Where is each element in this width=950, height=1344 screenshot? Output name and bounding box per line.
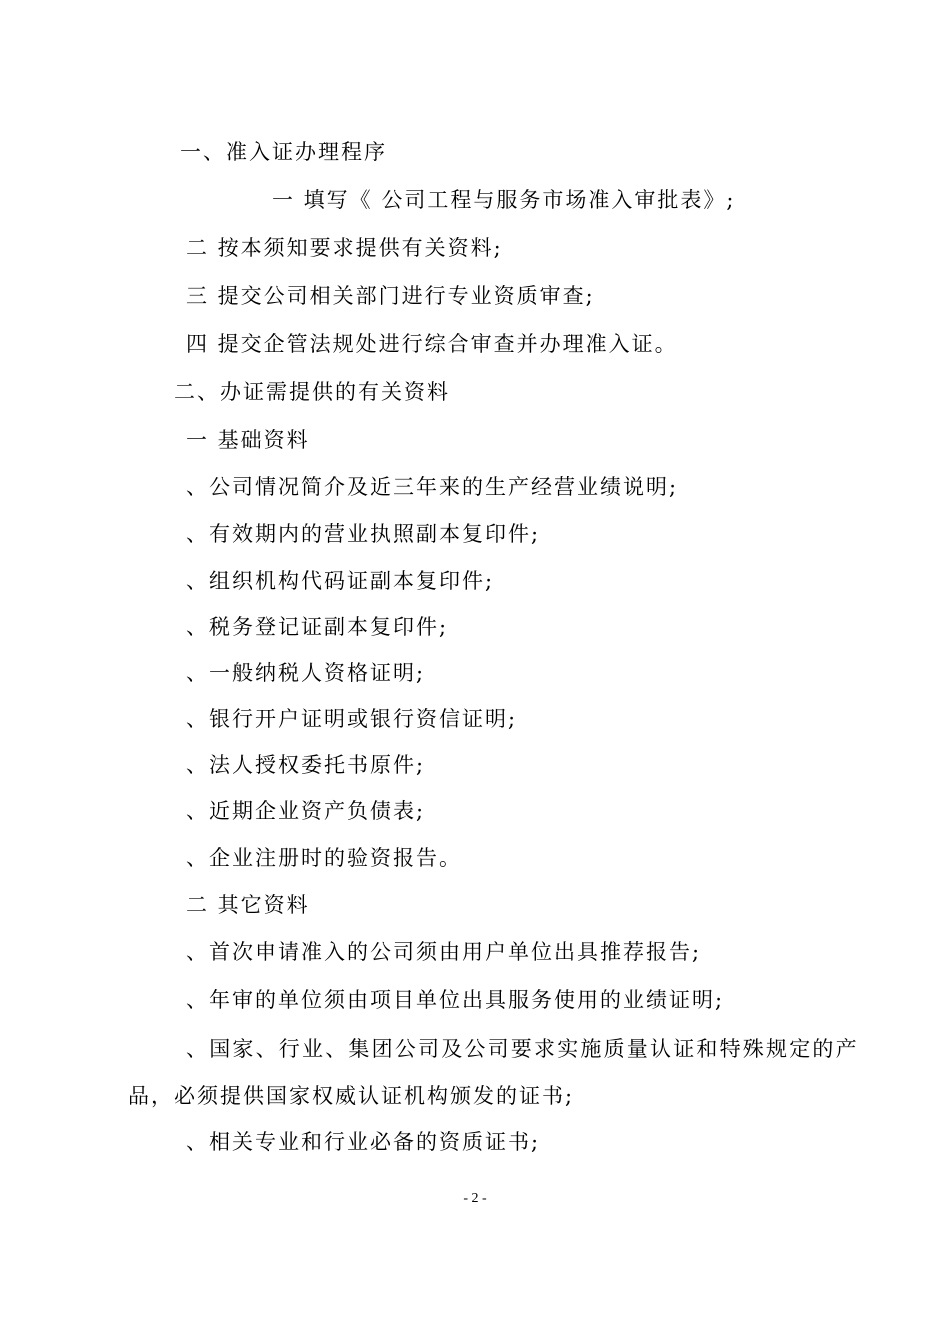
other-item-1: 、首次申请准入的公司须由用户单位出具推荐报告; [186, 940, 702, 964]
procedure-step-3: 三 提交公司相关部门进行专业资质审查; [186, 284, 595, 308]
procedure-step-2: 二 按本须知要求提供有关资料; [186, 236, 503, 260]
procedure-step-1: 一 填写《 公司工程与服务市场准入审批表》; [272, 188, 736, 212]
basic-item-4: 、税务登记证副本复印件; [186, 615, 449, 639]
other-item-2: 、年审的单位须由项目单位出具服务使用的业绩证明; [186, 988, 725, 1012]
basic-item-1: 、公司情况简介及近三年来的生产经营业绩说明; [186, 475, 679, 499]
section-heading-materials: 二、办证需提供的有关资料 [174, 380, 450, 404]
basic-item-2: 、有效期内的营业执照副本复印件; [186, 522, 541, 546]
basic-item-9: 、企业注册时的验资报告。 [186, 846, 462, 870]
basic-item-3: 、组织机构代码证副本复印件; [186, 569, 495, 593]
subsection-heading-other: 二 其它资料 [186, 893, 310, 917]
other-item-3-line-2: 品，必须提供国家权威认证机构颁发的证书; [128, 1084, 575, 1108]
other-item-3-line-1: 、国家、行业、集团公司及公司要求实施质量认证和特殊规定的产 [186, 1037, 859, 1061]
other-item-4: 、相关专业和行业必备的资质证书; [186, 1130, 541, 1154]
page-number: - 2 - [463, 1191, 487, 1206]
basic-item-7: 、法人授权委托书原件; [186, 753, 426, 777]
section-heading-procedure: 一、准入证办理程序 [180, 140, 387, 164]
basic-item-5: 、一般纳税人资格证明; [186, 661, 426, 685]
basic-item-8: 、近期企业资产负债表; [186, 799, 426, 823]
basic-item-6: 、银行开户证明或银行资信证明; [186, 707, 518, 731]
subsection-heading-basic: 一 基础资料 [186, 428, 310, 452]
procedure-step-4: 四 提交企管法规处进行综合审查并办理准入证。 [186, 332, 678, 356]
